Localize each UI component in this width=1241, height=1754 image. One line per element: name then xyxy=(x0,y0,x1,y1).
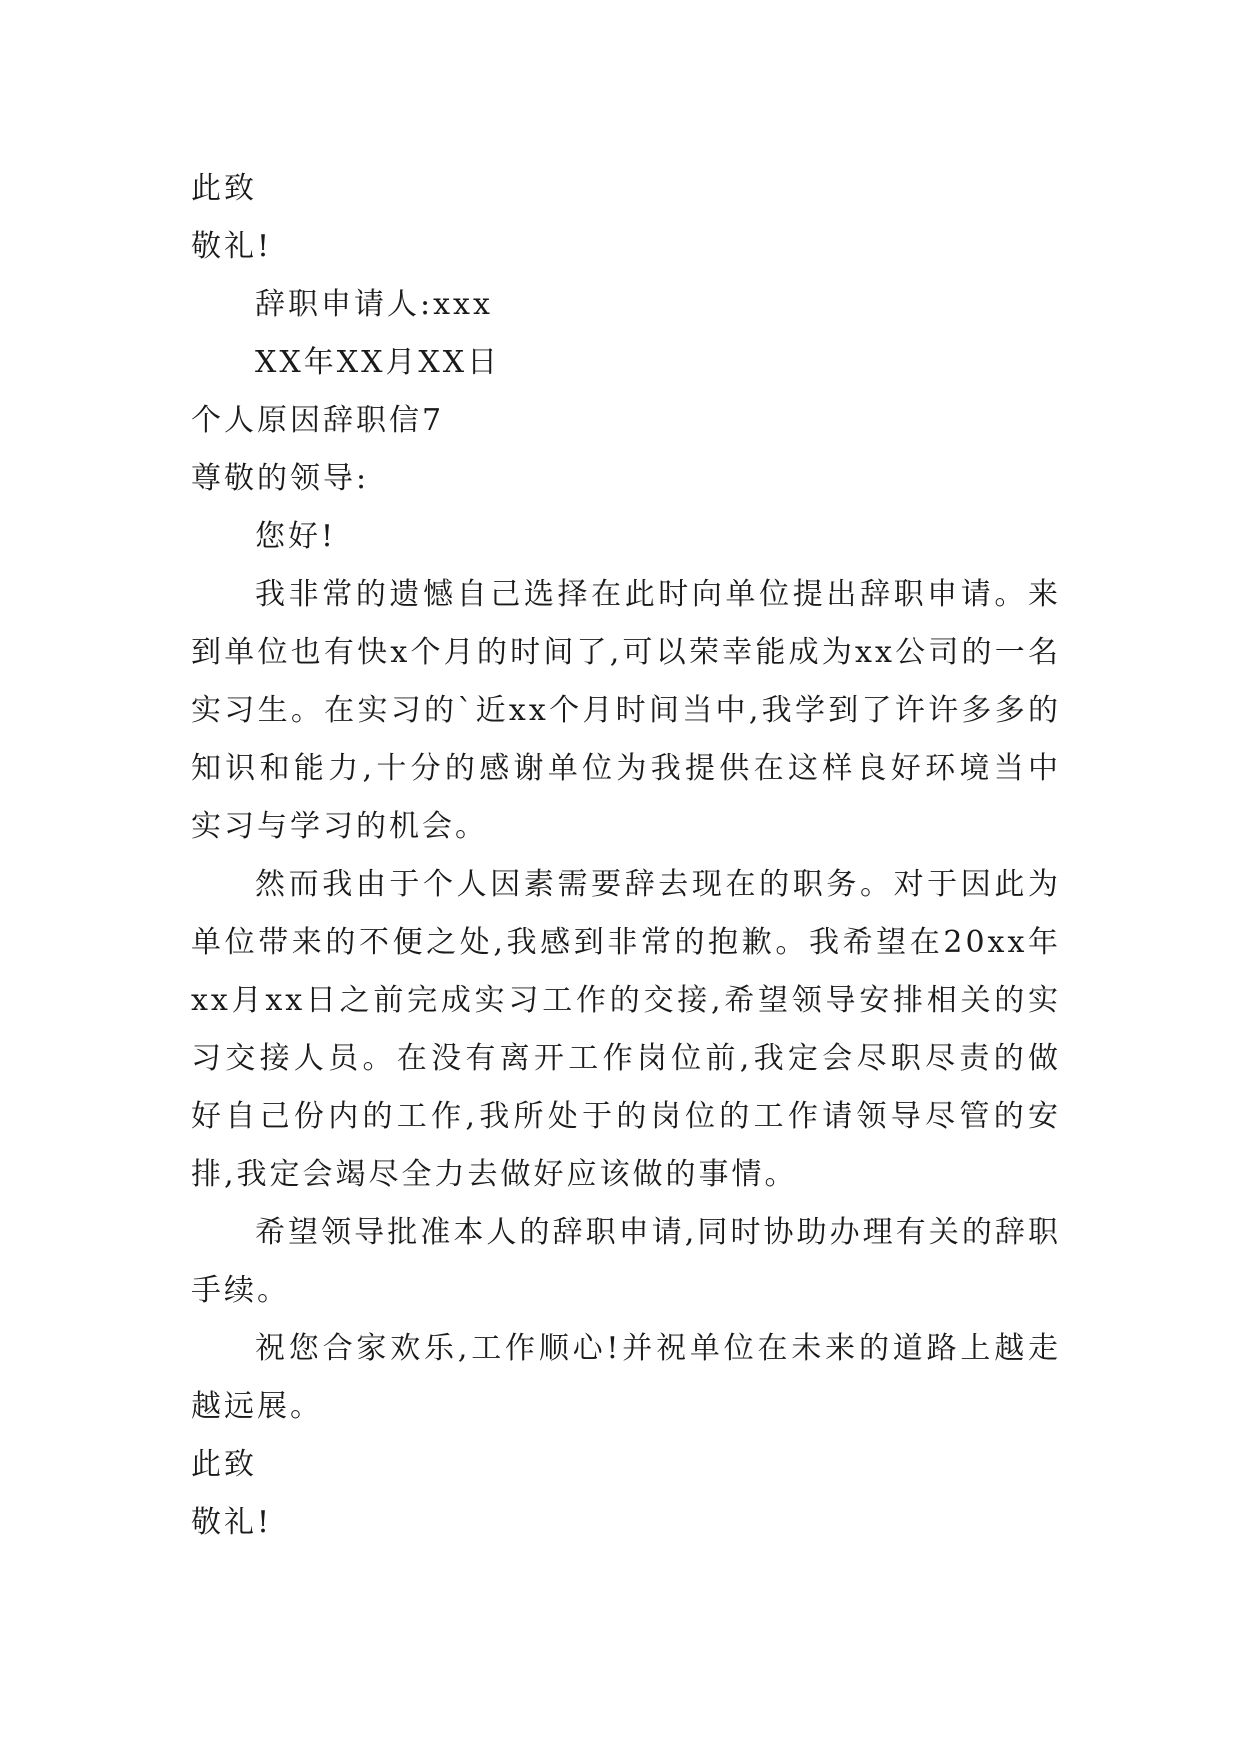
signature-applicant: 辞职申请人:xxx xyxy=(255,287,493,322)
body-paragraph: 我非常的遗憾自己选择在此时向单位提出辞职申请。来到单位也有快x个月的时间了,可以荣幸能成为xx公司的一名实习生。在实习的`近xx个月时间当中,我学到了许许多多的知识和能力,十分的感谢单位为我提供在这样良好环境当中实习与学习的机会。 xyxy=(191,577,1061,844)
final-closing-line-2: 敬礼! xyxy=(191,1505,273,1540)
closing-line-2: 敬礼! xyxy=(191,229,273,264)
greeting: 您好! xyxy=(255,519,337,554)
body-paragraph: 祝您合家欢乐,工作顺心!并祝单位在未来的道路上越走越远展。 xyxy=(191,1331,1061,1424)
salutation: 尊敬的领导: xyxy=(191,461,370,496)
body-paragraph: 希望领导批准本人的辞职申请,同时协助办理有关的辞职手续。 xyxy=(191,1215,1061,1308)
final-closing-line-1: 此致 xyxy=(191,1447,257,1482)
signature-date: XX年XX月XX日 xyxy=(255,345,501,380)
letter-body xyxy=(191,160,1061,1552)
letter-title: 个人原因辞职信7 xyxy=(191,403,445,438)
body-paragraph: 然而我由于个人因素需要辞去现在的职务。对于因此为单位带来的不便之处,我感到非常的抱歉。我希望在20xx年xx月xx日之前完成实习工作的交接,希望领导安排相关的实习交接人员。在没有离开工作岗位前,我定会尽职尽责的做好自己份内的工作,我所处于的岗位的工作请领导尽管的安排,我定会竭尽全力去做好应该做的事情。 xyxy=(191,867,1061,1192)
closing-line-1: 此致 xyxy=(191,171,257,206)
